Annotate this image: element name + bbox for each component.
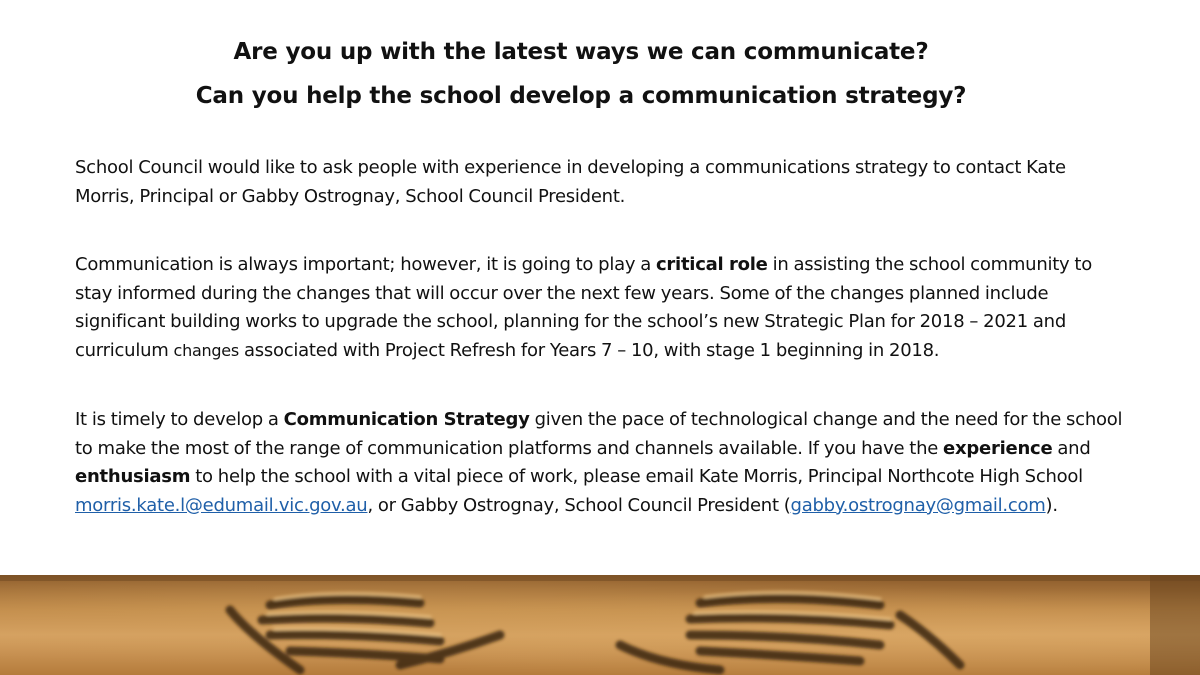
paragraph-importance bbox=[75, 251, 1125, 365]
enthusiasm-emphasis: enthusiasm bbox=[75, 466, 191, 488]
cta-text-c: and bbox=[1052, 437, 1091, 459]
title-block bbox=[0, 30, 1162, 118]
critical-role-emphasis: critical role bbox=[655, 254, 768, 275]
paragraph-contact-text: School Council would like to ask people with experience in developing a communications strategy to contact Kate Morris, Principal or Gabby Ostrognay, School Council President. bbox=[75, 157, 1066, 207]
paragraph-importance-text-b: in assisting the school community to stay informed during the changes that will occur over the next few years. Some of the changes planned include significant building works to upgrade the school, planning for the school’s new Strategic Plan for 2018 – 2021 and curriculum bbox=[75, 254, 1092, 361]
cta-text-f: ). bbox=[1045, 494, 1058, 516]
cta-text-a: It is timely to develop a bbox=[75, 409, 284, 430]
changes-word: changes bbox=[173, 340, 239, 360]
cta-text-b: given the pace of technological change and the need for the school to make the most of the range of communication platforms and channels available. If you have the bbox=[75, 409, 1123, 459]
hands-in-sand-icon bbox=[0, 575, 1200, 675]
heading-line-1: Are you up with the latest ways we can communicate? bbox=[233, 39, 929, 65]
paragraph-importance-text-a: Communication is always important; however, it is going to play a bbox=[75, 254, 656, 275]
communication-strategy-emphasis: Communication Strategy bbox=[283, 409, 530, 430]
experience-emphasis: experience bbox=[943, 437, 1053, 459]
cta-text-e: , or Gabby Ostrognay, School Council President ( bbox=[367, 494, 791, 516]
kate-email-link[interactable]: morris.kate.l@edumail.vic.gov.au bbox=[75, 494, 368, 516]
paragraph-call-to-action bbox=[75, 406, 1125, 520]
gabby-email-link[interactable]: gabby.ostrognay@gmail.com bbox=[790, 494, 1046, 516]
hands-in-sand-image bbox=[0, 575, 1200, 675]
heading-line-2: Can you help the school develop a communication strategy? bbox=[195, 83, 967, 109]
cta-text-d: to help the school with a vital piece of work, please email Kate Morris, Principal Northcote High School bbox=[190, 466, 1083, 488]
paragraph-importance-text-c: associated with Project Refresh for Years 7 – 10, with stage 1 beginning in 2018. bbox=[238, 339, 940, 361]
paragraph-contact bbox=[75, 154, 1125, 211]
